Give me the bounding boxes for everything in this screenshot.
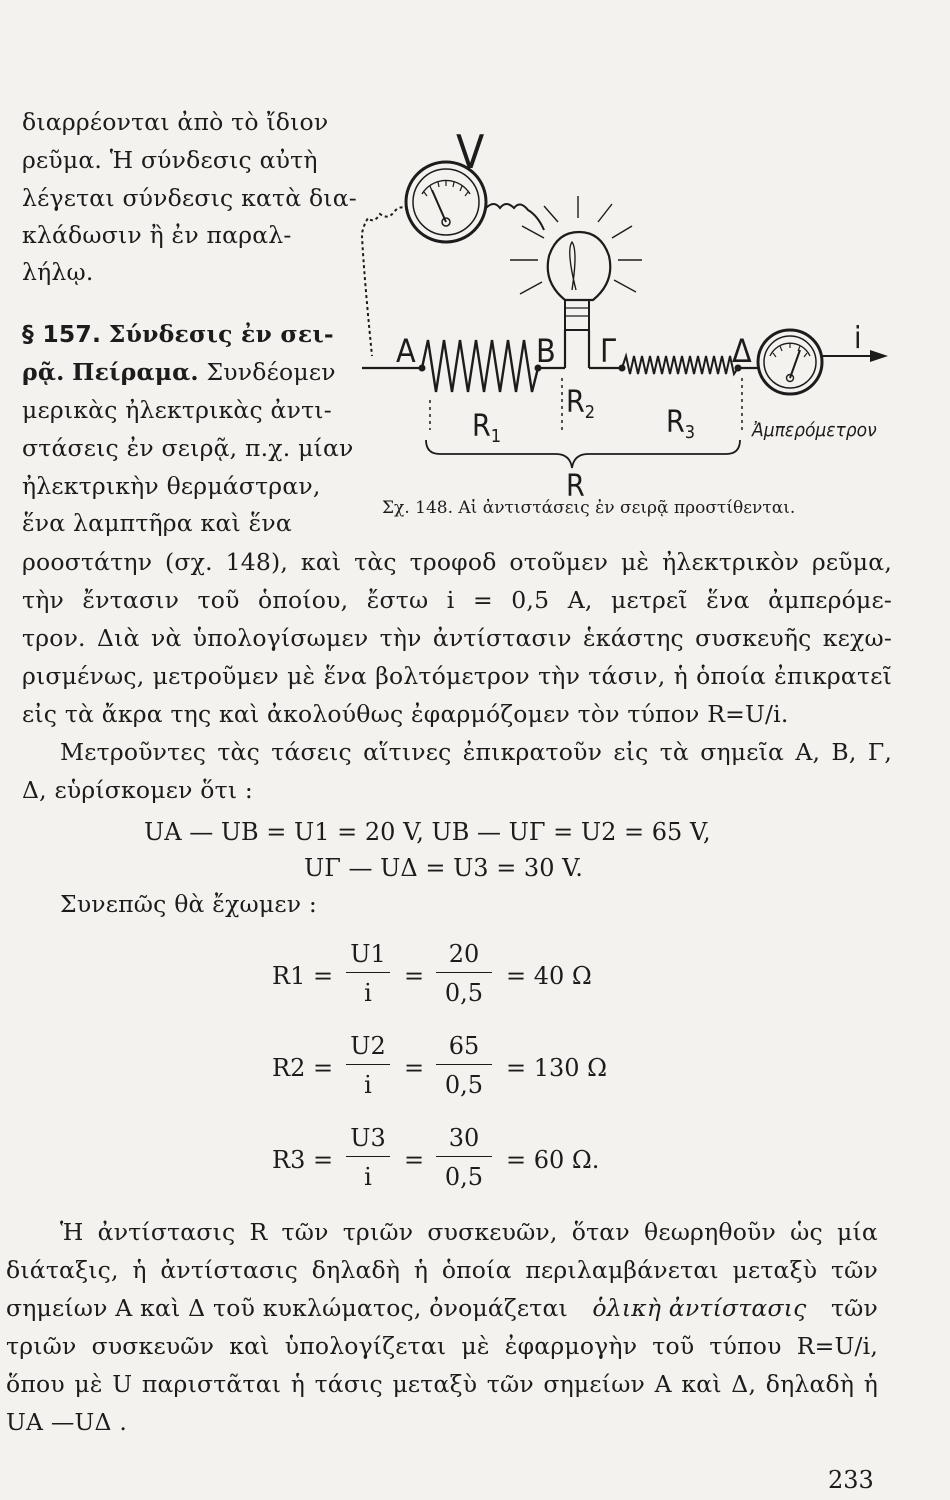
total-r-label: R — [566, 469, 585, 504]
r1-fraction: U1 i — [346, 940, 390, 1007]
ammeter-icon — [758, 330, 822, 394]
text-line: διάταξις, ἡ ἀντίστασις δηλαδὴ ἡ ὁποία περιλαμβάνεται μεταξὺ τῶν — [6, 1256, 878, 1284]
section-number: § 157. — [22, 320, 102, 348]
resistor-r1 — [422, 340, 538, 392]
text-line: εἰς τὰ ἄκρα της καὶ ἀκολούθως ἐφαρμόζομεν τὸν τύπον R=U/i. — [22, 700, 789, 728]
r2-label: $R_2$ — [566, 385, 596, 423]
r1-fraction-values: 20 0,5 — [436, 940, 492, 1007]
text-line: τρον. Διὰ νὰ ὑπολογίσωμεν τὴν ἀντίστασιν ἑκάστης συσκευῆς κεχω- — [22, 624, 892, 652]
text-line: διαρρέονται ἀπὸ τὸ ἴδιον — [22, 108, 329, 136]
text-line: στάσεις ἐν σειρᾷ, π.χ. μίαν — [22, 434, 354, 462]
ammeter-label: Ἀμπερόμετρον — [752, 419, 877, 441]
text-line-mixed: σημείων Α καὶ Δ τοῦ κυκλώματος, ὀνομάζεται ὁλικὴ ἀντίστασις τῶν — [6, 1294, 878, 1322]
text-line: ἠλεκτρικὴν θερμάστραν, — [22, 472, 321, 500]
book-page: διαρρέονται ἀπὸ τὸ ἴδιον ρεῦμα. Ἡ σύνδεσις αὐτὴ λέγεται σύνδεσις κατὰ δια- κλάδωσιν ἢ ἐν παραλ- λήλῳ. § 157. Σύνδεσις ἐν σει- ρᾷ. Πείραμα. Συνδέομεν μερικὰς ἠλεκτρικὰς ἀντι- στάσεις ἐν σειρᾷ, π.χ. μίαν ἠλεκτρικὴν θερμάστραν, ἕνα λαμπτῆρα καὶ ἕνα V i Α Β Γ Δ $R_1$ $R_2$ $R_3$ R Ἀμπερόμετρον Σχ. 148. Αἱ ἀντιστάσεις ἐν σειρᾷ προστίθενται. ροοστάτην (σχ. 148), καὶ τὰς τροφοδ οτοῦμεν μὲ ἠλεκτρικὸν ρεῦμα, τὴν ἔντασιν τοῦ ὁποίου, ἔστω i = 0,5 A, μετρεῖ ἕνα ἀμπερόμε- τρον. Διὰ νὰ ὑπολογίσωμεν τὴν ἀντίστασιν ἑκάστης συσκευῆς κεχω- ρισμένως, μετροῦμεν μὲ ἕνα βολτόμετρον τὴν τάσιν, ἡ ὁποία ἐπικρατεῖ εἰς τὰ ἄκρα της καὶ ἀκολούθως ἐφαρμόζομεν τὸν τύπον R=U/i. Μετροῦντες τὰς τάσεις αἵτινες ἐπικρατοῦν εἰς τὰ σημεῖα Α, Β, Γ, Δ, εὑρίσκομεν ὅτι : UΑ — UΒ = U1 = 20 V, UΒ — UΓ = U2 = 65 V, UΓ — UΔ = U3 = 30 V. Συνεπῶς θὰ ἔχωμεν : R1 = U1 i = 20 0,5 = 40 Ω R2 = U2 i = 65 0,5 = 130 Ω R3 = U3 i = 30 0,5 = 60 Ω. Ἡ ἀντίστασις R τῶν τριῶν συσκευῶν, ὅταν θεωρηθοῦν ὡς μία διάταξις, ἡ ἀντίστασις δηλαδὴ ἡ ὁποία περιλαμβάνεται μεταξὺ τῶν σημείων Α καὶ Δ τοῦ κυκλώματος, ὀνομάζεται ὁλικὴ ἀντίστασις τῶν τριῶν συσκευῶν καὶ ὑπολογίζεται μὲ ἐφαρμογὴν τοῦ τύπου R=U/i, ὅπου μὲ U παριστᾶται ἡ τάσις μεταξὺ τῶν σημείων Α καὶ Δ, δηλαδὴ ἡ UΑ —UΔ . 233 — [0, 0, 950, 1500]
series-circuit-figure — [360, 110, 900, 510]
voltage-equation-1: UΑ — UΒ = U1 = 20 V, UΒ — UΓ = U2 = 65 V, — [144, 818, 711, 846]
text-line: τριῶν συσκευῶν καὶ ὑπολογίζεται μὲ ἐφαρμογὴν τοῦ τύπου R=U/i, — [6, 1332, 878, 1360]
text-line: μερικὰς ἠλεκτρικὰς ἀντι- — [22, 396, 332, 424]
r1-lhs: R1 = — [272, 962, 334, 990]
voltmeter-lead-right — [486, 204, 544, 230]
text-fragment: Συνδέομεν — [206, 358, 336, 386]
text-line: τὴν ἔντασιν τοῦ ὁποίου, ἔστω i = 0,5 A, μετρεῖ ἕνα ἀμπερόμε- — [22, 586, 892, 614]
r3-lhs: R3 = — [272, 1146, 334, 1174]
page-number: 233 — [828, 1466, 874, 1494]
r3-fraction-values: 30 0,5 — [436, 1124, 492, 1191]
point-d-label: Δ — [732, 332, 752, 370]
lamp-icon — [510, 196, 642, 330]
figure-caption: Σχ. 148. Αἱ ἀντιστάσεις ἐν σειρᾷ προστίθενται. — [382, 498, 796, 518]
text-line: ρισμένως, μετροῦμεν μὲ ἕνα βολτόμετρον τὴν τάσιν, ἡ ὁποία ἐπικρατεῖ — [22, 662, 892, 690]
text-line: ἕνα λαμπτῆρα καὶ ἕνα — [22, 509, 292, 537]
voltmeter-label: V — [456, 125, 485, 179]
r2-result: = 130 Ω — [506, 1054, 608, 1082]
voltage-equation-2: UΓ — UΔ = U3 = 30 V. — [304, 854, 583, 882]
voltmeter-icon — [406, 162, 486, 242]
r1-label: $R_1$ — [472, 409, 502, 447]
section-title-end: ρᾷ. — [22, 358, 65, 386]
r3-label: $R_3$ — [666, 405, 696, 443]
r2-fraction-values: 65 0,5 — [436, 1032, 492, 1099]
text-line: ὅπου μὲ U παριστᾶται ἡ τάσις μεταξὺ τῶν σημείων Α καὶ Δ, δηλαδὴ ἡ — [6, 1370, 878, 1398]
resistor-r3 — [622, 356, 738, 374]
current-arrow-icon — [870, 350, 888, 362]
r2-lhs: R2 = — [272, 1054, 334, 1082]
text-line: ρεῦμα. Ἡ σύνδεσις αὐτὴ — [22, 146, 318, 174]
total-resistance-term: ὁλικὴ ἀντίστασις — [592, 1294, 807, 1322]
experiment-label: Πείραμα. — [72, 358, 199, 386]
section-heading-line2 — [22, 358, 336, 386]
text-line: ροοστάτην (σχ. 148), καὶ τὰς τροφοδ οτοῦμεν μὲ ἠλεκτρικὸν ρεῦμα, — [22, 548, 892, 576]
text-line: λέγεται σύνδεσις κατὰ δια- — [22, 184, 357, 212]
section-heading — [22, 320, 334, 348]
r2-fraction: U2 i — [346, 1032, 390, 1099]
point-g-label: Γ — [600, 332, 617, 370]
text-line: Συνεπῶς θὰ ἔχωμεν : — [60, 890, 318, 918]
text-line: λήλῳ. — [22, 258, 94, 286]
section-title: Σύνδεσις ἐν σει- — [108, 320, 334, 348]
total-r-brace — [426, 440, 740, 468]
r3-fraction: U3 i — [346, 1124, 390, 1191]
point-a-label: Α — [396, 332, 416, 370]
current-label: i — [854, 321, 862, 356]
text-line: Δ, εὑρίσκομεν ὅτι : — [22, 776, 254, 804]
r3-result: = 60 Ω. — [506, 1146, 600, 1174]
text-line: Μετροῦντες τὰς τάσεις αἵτινες ἐπικρατοῦν εἰς τὰ σημεῖα Α, Β, Γ, — [60, 738, 892, 766]
text-line: κλάδωσιν ἢ ἐν παραλ- — [22, 221, 292, 249]
r1-result: = 40 Ω — [506, 962, 592, 990]
point-b-label: Β — [536, 332, 556, 370]
text-line: Ἡ ἀντίστασις R τῶν τριῶν συσκευῶν, ὅταν θεωρηθοῦν ὡς μία — [60, 1218, 878, 1246]
text-line: UΑ —UΔ . — [6, 1408, 128, 1436]
